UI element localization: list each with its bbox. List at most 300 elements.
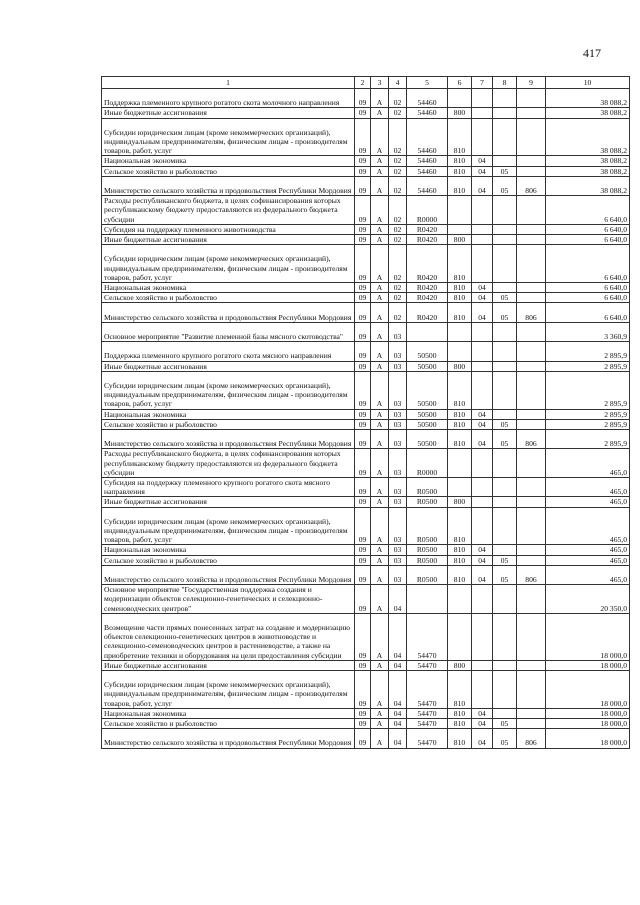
ministry-code-cell: [517, 166, 546, 176]
expense-type-cell: [448, 89, 472, 108]
expense-type-cell: 810: [448, 719, 472, 729]
header-cell: 8: [493, 77, 517, 89]
chapter-cell: [472, 660, 493, 670]
chapter-cell: [472, 613, 493, 660]
amount-cell: 465,0: [546, 497, 630, 507]
subsection-cell: 05: [493, 176, 517, 195]
event-code-cell: 04: [389, 719, 407, 729]
chapter-cell: 04: [472, 156, 493, 166]
ministry-code-cell: [517, 409, 546, 419]
table-row: [102, 342, 630, 361]
section-code-cell: 09: [355, 729, 371, 748]
ministry-code-cell: 806: [517, 565, 546, 584]
ministry-code-cell: 806: [517, 303, 546, 322]
ministry-code-cell: [517, 449, 546, 478]
section-code-cell: 09: [355, 371, 371, 409]
program-code-cell: А: [371, 342, 389, 361]
subsection-cell: [493, 108, 517, 118]
section-code-cell: 09: [355, 342, 371, 361]
table-row: [102, 224, 630, 234]
subsection-cell: [493, 660, 517, 670]
event-code-cell: 04: [389, 729, 407, 748]
expense-type-cell: 810: [448, 166, 472, 176]
expense-type-cell: 810: [448, 156, 472, 166]
subsection-cell: [493, 585, 517, 614]
expense-type-cell: [448, 449, 472, 478]
row-name-cell: Министерство сельского хозяйства и продовольствия Республики Мордовия: [102, 565, 355, 584]
section-code-cell: 09: [355, 719, 371, 729]
row-name-cell: Иные бюджетные ассигнования: [102, 497, 355, 507]
program-code-cell: А: [371, 166, 389, 176]
header-cell: 2: [355, 77, 371, 89]
ministry-code-cell: [517, 719, 546, 729]
amount-cell: 6 640,0: [546, 235, 630, 245]
subsection-cell: [493, 477, 517, 496]
header-cell: 3: [371, 77, 389, 89]
subsection-cell: [493, 449, 517, 478]
amount-cell: 18 000,0: [546, 719, 630, 729]
table-row: [102, 729, 630, 748]
section-code-cell: 09: [355, 361, 371, 371]
chapter-cell: [472, 507, 493, 545]
program-code-cell: А: [371, 303, 389, 322]
amount-cell: 2 895,9: [546, 429, 630, 448]
expense-type-cell: 800: [448, 361, 472, 371]
ministry-code-cell: [517, 708, 546, 718]
table-row: [102, 708, 630, 718]
event-code-cell: 02: [389, 176, 407, 195]
row-name-cell: Субсидия на поддержку племенного животноводства: [102, 224, 355, 234]
table-row: [102, 719, 630, 729]
expense-type-cell: 810: [448, 671, 472, 709]
item-code-cell: [407, 585, 448, 614]
chapter-cell: [472, 108, 493, 118]
amount-cell: 6 640,0: [546, 293, 630, 303]
program-code-cell: А: [371, 371, 389, 409]
event-code-cell: 02: [389, 196, 407, 225]
amount-cell: 18 000,0: [546, 671, 630, 709]
subsection-cell: [493, 235, 517, 245]
event-code-cell: 02: [389, 108, 407, 118]
amount-cell: 6 640,0: [546, 245, 630, 283]
section-code-cell: 09: [355, 89, 371, 108]
event-code-cell: 04: [389, 671, 407, 709]
item-code-cell: R0420: [407, 283, 448, 293]
ministry-code-cell: [517, 108, 546, 118]
item-code-cell: 54470: [407, 708, 448, 718]
item-code-cell: 54470: [407, 660, 448, 670]
section-code-cell: 09: [355, 555, 371, 565]
ministry-code-cell: [517, 196, 546, 225]
event-code-cell: 03: [389, 371, 407, 409]
expense-type-cell: [448, 322, 472, 341]
item-code-cell: 54460: [407, 156, 448, 166]
subsection-cell: [493, 89, 517, 108]
section-code-cell: 09: [355, 245, 371, 283]
ministry-code-cell: [517, 477, 546, 496]
table-row: [102, 419, 630, 429]
program-code-cell: А: [371, 585, 389, 614]
program-code-cell: А: [371, 477, 389, 496]
event-code-cell: 03: [389, 545, 407, 555]
expense-type-cell: 810: [448, 245, 472, 283]
section-code-cell: 09: [355, 118, 371, 156]
subsection-cell: [493, 118, 517, 156]
program-code-cell: А: [371, 196, 389, 225]
amount-cell: 6 640,0: [546, 224, 630, 234]
section-code-cell: 09: [355, 283, 371, 293]
subsection-cell: 05: [493, 565, 517, 584]
chapter-cell: [472, 585, 493, 614]
table-row: [102, 176, 630, 195]
expense-type-cell: 810: [448, 409, 472, 419]
item-code-cell: 54470: [407, 719, 448, 729]
program-code-cell: А: [371, 660, 389, 670]
table-row: [102, 245, 630, 283]
ministry-code-cell: [517, 322, 546, 341]
expense-type-cell: 800: [448, 660, 472, 670]
event-code-cell: 02: [389, 224, 407, 234]
section-code-cell: 09: [355, 613, 371, 660]
expense-type-cell: 810: [448, 293, 472, 303]
subsection-cell: 05: [493, 729, 517, 748]
subsection-cell: [493, 507, 517, 545]
event-code-cell: 03: [389, 555, 407, 565]
event-code-cell: 03: [389, 419, 407, 429]
section-code-cell: 09: [355, 419, 371, 429]
item-code-cell: R0500: [407, 545, 448, 555]
section-code-cell: 09: [355, 176, 371, 195]
table-row: [102, 371, 630, 409]
chapter-cell: 04: [472, 565, 493, 584]
subsection-cell: [493, 613, 517, 660]
amount-cell: 38 088,2: [546, 108, 630, 118]
chapter-cell: [472, 497, 493, 507]
item-code-cell: [407, 322, 448, 341]
chapter-cell: 04: [472, 719, 493, 729]
row-name-cell: Иные бюджетные ассигнования: [102, 361, 355, 371]
item-code-cell: 50500: [407, 361, 448, 371]
event-code-cell: 03: [389, 322, 407, 341]
ministry-code-cell: [517, 497, 546, 507]
chapter-cell: [472, 89, 493, 108]
item-code-cell: 54470: [407, 613, 448, 660]
chapter-cell: 04: [472, 409, 493, 419]
row-name-cell: Национальная экономика: [102, 708, 355, 718]
table-body: [102, 89, 630, 749]
table-row: [102, 497, 630, 507]
amount-cell: 2 895,9: [546, 409, 630, 419]
section-code-cell: 09: [355, 449, 371, 478]
table-row: [102, 303, 630, 322]
row-name-cell: Субсидии юридическим лицам (кроме некоммерческих организаций), индивидуальным предпринимателям, физическим лицам - производителям товаров, работ, услуг: [102, 245, 355, 283]
section-code-cell: 09: [355, 671, 371, 709]
row-name-cell: Основное мероприятие "Государственная поддержка создания и модернизации объектов селекционно-генетических и селекционно-семеноводческих центров": [102, 585, 355, 614]
header-cell: 6: [448, 77, 472, 89]
table-row: [102, 361, 630, 371]
row-name-cell: Поддержка племенного крупного рогатого скота молочного направления: [102, 89, 355, 108]
table-row: [102, 671, 630, 709]
program-code-cell: А: [371, 293, 389, 303]
chapter-cell: [472, 224, 493, 234]
table-row: [102, 555, 630, 565]
event-code-cell: 03: [389, 507, 407, 545]
amount-cell: 38 088,2: [546, 156, 630, 166]
expense-type-cell: 810: [448, 176, 472, 195]
row-name-cell: Иные бюджетные ассигнования: [102, 660, 355, 670]
expense-type-cell: 800: [448, 497, 472, 507]
header-cell: 10: [546, 77, 630, 89]
subsection-cell: 05: [493, 429, 517, 448]
program-code-cell: А: [371, 555, 389, 565]
expense-type-cell: [448, 585, 472, 614]
event-code-cell: 02: [389, 89, 407, 108]
event-code-cell: 02: [389, 293, 407, 303]
section-code-cell: 09: [355, 585, 371, 614]
event-code-cell: 02: [389, 245, 407, 283]
amount-cell: 38 088,2: [546, 166, 630, 176]
amount-cell: 2 895,9: [546, 419, 630, 429]
amount-cell: 6 640,0: [546, 283, 630, 293]
item-code-cell: R0420: [407, 224, 448, 234]
event-code-cell: 03: [389, 409, 407, 419]
ministry-code-cell: [517, 613, 546, 660]
table-row: [102, 108, 630, 118]
chapter-cell: 04: [472, 303, 493, 322]
ministry-code-cell: [517, 507, 546, 545]
expense-type-cell: [448, 224, 472, 234]
chapter-cell: [472, 671, 493, 709]
program-code-cell: А: [371, 108, 389, 118]
row-name-cell: Национальная экономика: [102, 409, 355, 419]
expense-type-cell: 800: [448, 235, 472, 245]
amount-cell: 465,0: [546, 565, 630, 584]
table-row: [102, 322, 630, 341]
amount-cell: 2 895,9: [546, 371, 630, 409]
program-code-cell: А: [371, 613, 389, 660]
subsection-cell: 05: [493, 303, 517, 322]
page-number: 417: [583, 46, 601, 60]
program-code-cell: А: [371, 449, 389, 478]
section-code-cell: 09: [355, 409, 371, 419]
program-code-cell: А: [371, 429, 389, 448]
subsection-cell: [493, 497, 517, 507]
row-name-cell: Возмещение части прямых понесенных затрат на создание и модернизацию объектов селекционно-генетических центров в животноводстве и селекционно-семеноводческих центров в растениеводстве, а также на приобретение техники и оборудования на цели предоставления субсидии: [102, 613, 355, 660]
ministry-code-cell: [517, 671, 546, 709]
subsection-cell: [493, 322, 517, 341]
event-code-cell: 02: [389, 235, 407, 245]
header-cell: 1: [102, 77, 355, 89]
chapter-cell: 04: [472, 429, 493, 448]
ministry-code-cell: [517, 342, 546, 361]
row-name-cell: Расходы республиканского бюджета, в целях софинансирования которых республиканскому бюджету предоставляются из федерального бюджета субсидии: [102, 196, 355, 225]
subsection-cell: [493, 545, 517, 555]
item-code-cell: 50500: [407, 409, 448, 419]
expense-type-cell: 810: [448, 371, 472, 409]
expense-type-cell: 810: [448, 303, 472, 322]
ministry-code-cell: [517, 283, 546, 293]
row-name-cell: Основное мероприятие "Развитие племенной базы мясного скотоводства": [102, 322, 355, 341]
event-code-cell: 03: [389, 361, 407, 371]
chapter-cell: [472, 245, 493, 283]
row-name-cell: Субсидии юридическим лицам (кроме некоммерческих организаций), индивидуальным предпринимателям, физическим лицам - производителям товаров, работ, услуг: [102, 671, 355, 709]
ministry-code-cell: [517, 89, 546, 108]
section-code-cell: 09: [355, 156, 371, 166]
event-code-cell: 02: [389, 303, 407, 322]
expense-type-cell: 810: [448, 419, 472, 429]
event-code-cell: 02: [389, 283, 407, 293]
subsection-cell: [493, 371, 517, 409]
amount-cell: 2 895,9: [546, 361, 630, 371]
table-row: [102, 409, 630, 419]
subsection-cell: [493, 361, 517, 371]
amount-cell: 3 360,9: [546, 322, 630, 341]
expense-type-cell: 810: [448, 708, 472, 718]
ministry-code-cell: [517, 118, 546, 156]
row-name-cell: Министерство сельского хозяйства и продовольствия Республики Мордовия: [102, 729, 355, 748]
program-code-cell: А: [371, 671, 389, 709]
table-header-row: [102, 77, 630, 89]
subsection-cell: [493, 245, 517, 283]
section-code-cell: 09: [355, 708, 371, 718]
amount-cell: 18 000,0: [546, 729, 630, 748]
chapter-cell: [472, 196, 493, 225]
table-row: [102, 507, 630, 545]
expense-type-cell: 810: [448, 118, 472, 156]
row-name-cell: Расходы республиканского бюджета, в целях софинансирования которых республиканскому бюджету предоставляются из федерального бюджета субсидии: [102, 449, 355, 478]
subsection-cell: [493, 283, 517, 293]
subsection-cell: [493, 409, 517, 419]
ministry-code-cell: [517, 585, 546, 614]
table-row: [102, 293, 630, 303]
ministry-code-cell: [517, 224, 546, 234]
header-cell: 5: [407, 77, 448, 89]
program-code-cell: А: [371, 224, 389, 234]
event-code-cell: 04: [389, 708, 407, 718]
amount-cell: 465,0: [546, 449, 630, 478]
program-code-cell: А: [371, 156, 389, 166]
subsection-cell: 05: [493, 719, 517, 729]
section-code-cell: 09: [355, 429, 371, 448]
expense-type-cell: 810: [448, 507, 472, 545]
table-row: [102, 118, 630, 156]
event-code-cell: 02: [389, 118, 407, 156]
item-code-cell: R0500: [407, 507, 448, 545]
event-code-cell: 04: [389, 660, 407, 670]
event-code-cell: 03: [389, 565, 407, 584]
amount-cell: 38 088,2: [546, 176, 630, 195]
section-code-cell: 09: [355, 293, 371, 303]
event-code-cell: 03: [389, 429, 407, 448]
subsection-cell: 05: [493, 166, 517, 176]
table-row: [102, 235, 630, 245]
item-code-cell: 54460: [407, 166, 448, 176]
item-code-cell: 50500: [407, 429, 448, 448]
event-code-cell: 03: [389, 477, 407, 496]
chapter-cell: [472, 322, 493, 341]
program-code-cell: А: [371, 245, 389, 283]
chapter-cell: 04: [472, 293, 493, 303]
row-name-cell: Поддержка племенного крупного рогатого скота мясного направления: [102, 342, 355, 361]
item-code-cell: R0000: [407, 449, 448, 478]
header-cell: 4: [389, 77, 407, 89]
section-code-cell: 09: [355, 224, 371, 234]
item-code-cell: 54460: [407, 89, 448, 108]
row-name-cell: Субсидия на поддержку племенного крупного рогатого скота мясного направления: [102, 477, 355, 496]
row-name-cell: Сельское хозяйство и рыболовство: [102, 419, 355, 429]
row-name-cell: Национальная экономика: [102, 545, 355, 555]
table-row: [102, 545, 630, 555]
expense-type-cell: [448, 342, 472, 361]
row-name-cell: Сельское хозяйство и рыболовство: [102, 166, 355, 176]
subsection-cell: [493, 224, 517, 234]
chapter-cell: 04: [472, 555, 493, 565]
row-name-cell: Национальная экономика: [102, 283, 355, 293]
chapter-cell: 04: [472, 176, 493, 195]
subsection-cell: 05: [493, 419, 517, 429]
section-code-cell: 09: [355, 507, 371, 545]
amount-cell: 465,0: [546, 507, 630, 545]
item-code-cell: 54460: [407, 118, 448, 156]
program-code-cell: А: [371, 409, 389, 419]
ministry-code-cell: 806: [517, 176, 546, 195]
amount-cell: 465,0: [546, 477, 630, 496]
chapter-cell: 04: [472, 708, 493, 718]
ministry-code-cell: 806: [517, 729, 546, 748]
program-code-cell: А: [371, 89, 389, 108]
item-code-cell: R0420: [407, 235, 448, 245]
amount-cell: 18 000,0: [546, 660, 630, 670]
amount-cell: 18 000,0: [546, 613, 630, 660]
item-code-cell: 50500: [407, 419, 448, 429]
program-code-cell: А: [371, 361, 389, 371]
ministry-code-cell: [517, 293, 546, 303]
section-code-cell: 09: [355, 166, 371, 176]
expense-type-cell: [448, 613, 472, 660]
subsection-cell: [493, 196, 517, 225]
program-code-cell: А: [371, 322, 389, 341]
chapter-cell: [472, 342, 493, 361]
event-code-cell: 03: [389, 497, 407, 507]
table-row: [102, 565, 630, 584]
table-row: [102, 283, 630, 293]
amount-cell: 38 088,2: [546, 89, 630, 108]
section-code-cell: 09: [355, 565, 371, 584]
chapter-cell: [472, 118, 493, 156]
ministry-code-cell: [517, 235, 546, 245]
chapter-cell: [472, 371, 493, 409]
amount-cell: 6 640,0: [546, 196, 630, 225]
ministry-code-cell: [517, 545, 546, 555]
item-code-cell: 50500: [407, 371, 448, 409]
program-code-cell: А: [371, 507, 389, 545]
ministry-code-cell: [517, 361, 546, 371]
item-code-cell: 54460: [407, 108, 448, 118]
table-row: [102, 196, 630, 225]
section-code-cell: 09: [355, 477, 371, 496]
chapter-cell: [472, 235, 493, 245]
row-name-cell: Министерство сельского хозяйства и продовольствия Республики Мордовия: [102, 303, 355, 322]
program-code-cell: А: [371, 719, 389, 729]
item-code-cell: R0500: [407, 555, 448, 565]
item-code-cell: 54470: [407, 671, 448, 709]
chapter-cell: [472, 477, 493, 496]
item-code-cell: 50500: [407, 342, 448, 361]
program-code-cell: А: [371, 118, 389, 156]
event-code-cell: 02: [389, 156, 407, 166]
chapter-cell: 04: [472, 545, 493, 555]
table-row: [102, 613, 630, 660]
